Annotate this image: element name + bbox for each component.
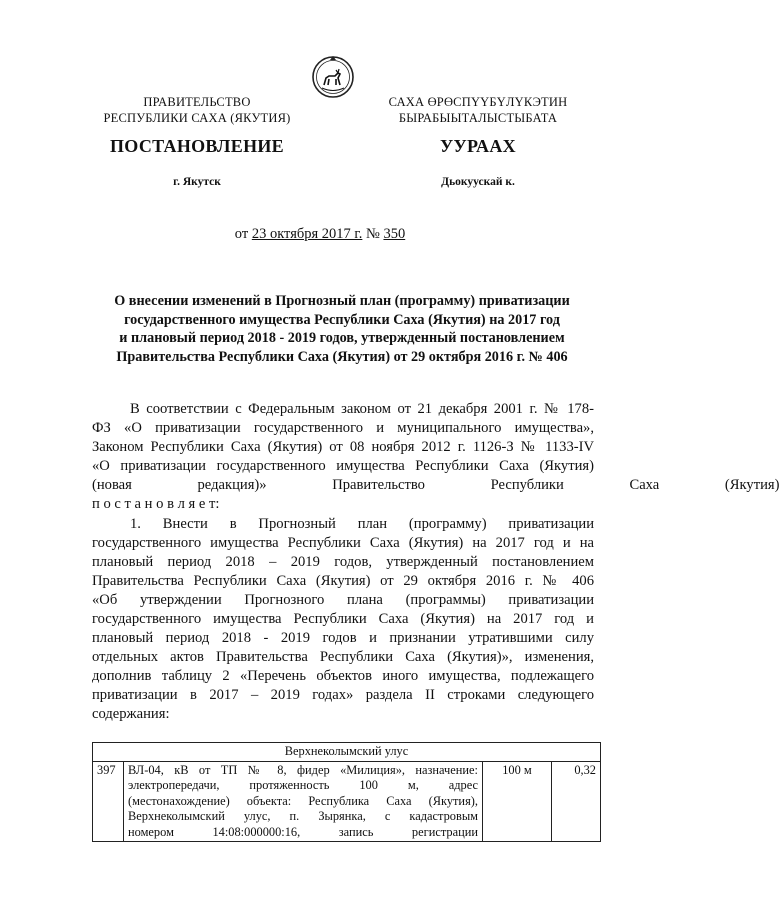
title-line: государственного имущества Республики Саха (Якутия) на 2017 год: [124, 311, 560, 328]
header-left-line1: ПРАВИТЕЛЬСТВО: [143, 95, 251, 109]
description-line: Верхнеколымский улус, п. Зырянка, с кадастровым: [128, 809, 478, 823]
text-line: ФЗ «О приватизации государственного и муниципального имущества»,: [92, 420, 594, 436]
header-right-block: [362, 94, 594, 126]
description-line: электропередачи, протяженность 100 м, адрес: [128, 778, 478, 792]
row-value: 0,32: [552, 761, 601, 842]
title-line: и плановый период 2018 - 2019 годов, утвержденный постановлением: [119, 330, 565, 346]
text-line: Законом Республики Саха (Якутия) от 08 ноября 2012 г. 1126-З № 1133-IV: [92, 439, 594, 455]
emblem-icon: [311, 52, 355, 102]
description-line: (местонахождение) объекта: Республика Саха (Якутия),: [128, 793, 478, 808]
table-row: [93, 761, 601, 842]
header-right-line2: БЫРАБЫЫТАЛЫСТЫБАТА: [398, 111, 558, 125]
title-line: Правительства Республики Саха (Якутия) от 29 октября 2016 г. № 406: [116, 348, 568, 365]
text-line: «Об утверждении Прогнозного плана (программы) приватизации: [92, 592, 594, 608]
text-line: государственного имущества Республики Саха (Якутия) на 2017 год и на: [92, 535, 594, 551]
text-line: приватизации в 2017 – 2019 годах» раздела II строками следующего: [92, 687, 594, 703]
text-line: Правительства Республики Саха (Якутия) от 29 октября 2016 г. № 406: [92, 573, 594, 589]
table-section-row: [93, 743, 601, 762]
header-left-line2: РЕСПУБЛИКИ САХА (ЯКУТИЯ): [103, 111, 291, 125]
text-line: (новая редакция)» Правительство Республики Саха (Якутия): [92, 477, 779, 493]
header-right-line1: САХА ӨРӨСПҮҮБҮЛҮКЭТИН: [388, 95, 568, 109]
number-sign: №: [365, 226, 380, 242]
text-line: плановый период 2018 - 2019 годов и признании утратившими силу: [92, 630, 594, 646]
text-line: плановый период 2018 – 2019 годов, утвержденный постановлением: [92, 554, 594, 570]
title-line: О внесении изменений в Прогнозный план (программу) приватизации: [114, 293, 570, 309]
document-date: 23 октября 2017 г.: [251, 226, 363, 242]
city-right: Дьокуускай к.: [441, 176, 515, 188]
doc-type-left: ПОСТАНОВЛЕНИЕ: [110, 136, 284, 156]
doc-type-right: УУРААХ: [440, 136, 516, 156]
table-section-header: Верхнеколымский улус: [93, 743, 601, 762]
document-number: 350: [383, 226, 406, 242]
text-line: В соответствии с Федеральным законом от 21 декабря 2001 г. № 178-: [130, 401, 594, 417]
date-prefix: от: [234, 226, 249, 242]
row-measure: 100 м: [483, 761, 552, 842]
header-left-block: [92, 94, 302, 126]
coat-of-arms-emblem: [311, 52, 355, 102]
date-line: [0, 226, 640, 243]
description-line: ВЛ-04, кВ от ТП № 8, фидер «Милиция», назначение:: [128, 762, 478, 777]
description-line: номером 14:08:000000:16, запись регистрации: [128, 824, 478, 839]
document-title: [88, 292, 596, 366]
row-number: 397: [93, 761, 124, 842]
privatization-table: [92, 742, 601, 842]
preamble-paragraph: [92, 400, 779, 514]
text-line: содержания:: [92, 706, 170, 722]
text-line: 1. Внести в Прогнозный план (программу) приватизации: [130, 516, 594, 532]
text-line: отдельных актов Правительства Республики Саха (Якутия)», изменения,: [92, 649, 594, 665]
row-description: [124, 761, 483, 842]
text-line: государственного имущества Республики Саха (Якутия) на 2017 год и: [92, 611, 594, 627]
text-line: дополнив таблицу 2 «Перечень объектов иного имущества, подлежащего: [92, 668, 594, 684]
city-left: г. Якутск: [173, 176, 221, 188]
decree-word: п о с т а н о в л я е т:: [92, 496, 220, 512]
text-line: «О приватизации государственного имущества Республики Саха (Якутия): [92, 458, 594, 474]
item-1-paragraph: [92, 515, 594, 724]
